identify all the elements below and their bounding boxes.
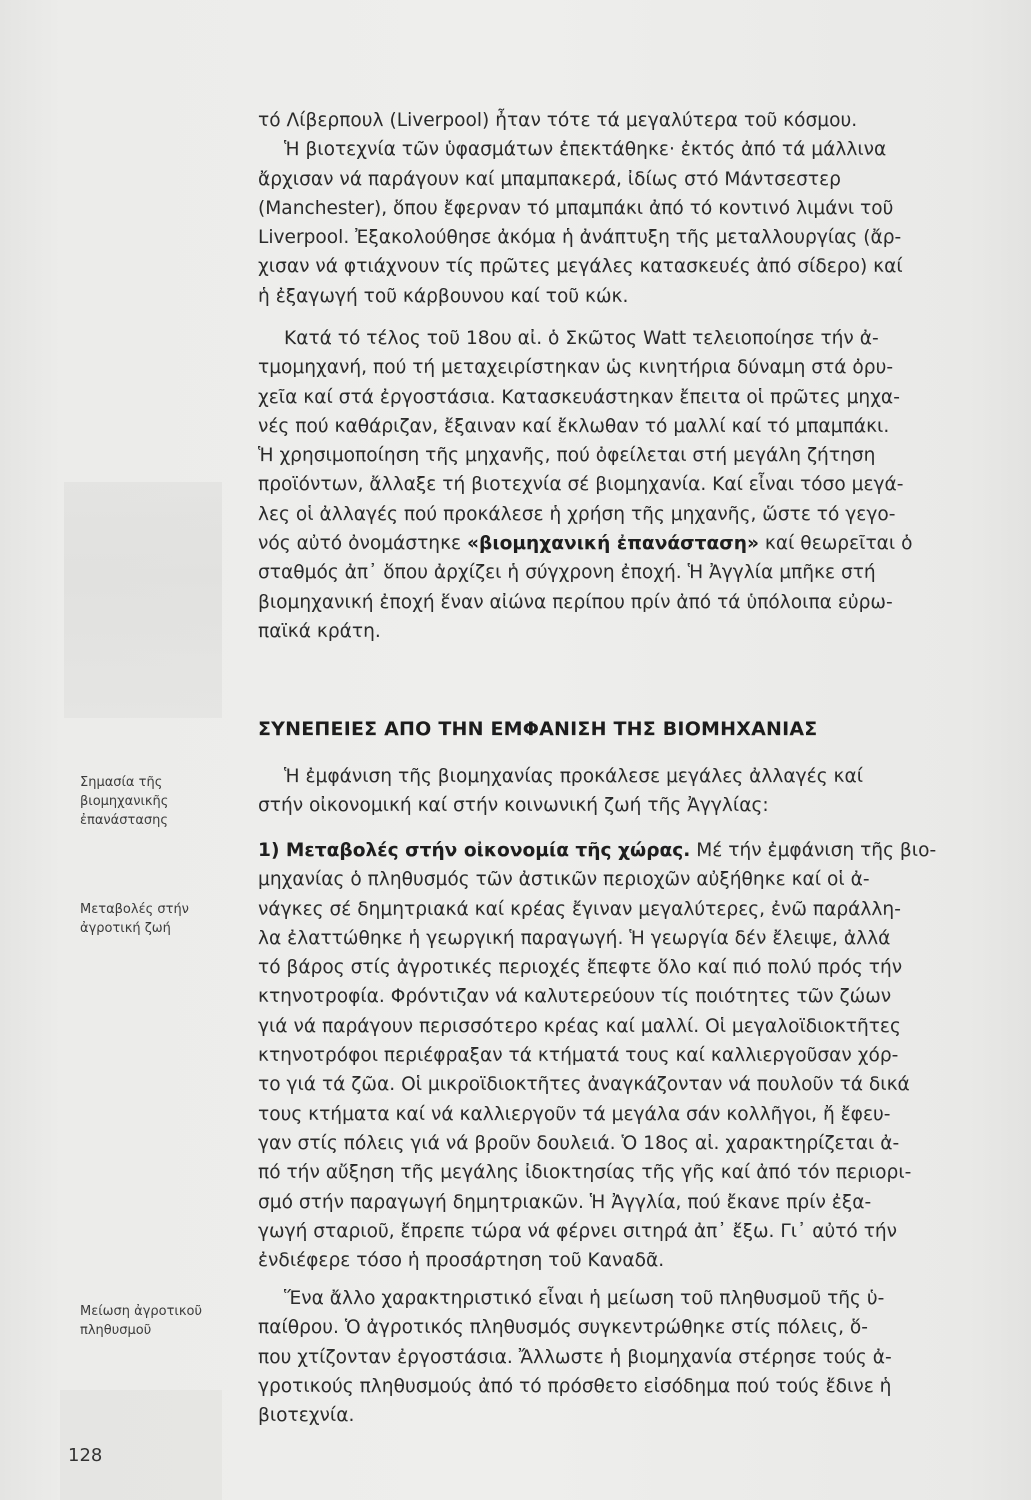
text-line: τους κτήματα καί νά καλλιεργοῦν τά μεγάλα σάν κολλῆγοι, ἤ ἔφευ-: [258, 1103, 891, 1125]
margin-note-line: Μείωση ἀγροτικοῦ: [80, 1304, 202, 1319]
text-line: στήν οἰκονομική καί στήν κοινωνική ζωή τῆς Ἀγγλίας:: [258, 795, 769, 817]
text-line: λα ἐλαττώθηκε ἡ γεωργική παραγωγή. Ἡ γεωργία δέν ἔλειψε, ἀλλά: [258, 927, 891, 949]
text-line: σμό στήν παραγωγή δημητριακῶν. Ἡ Ἀγγλία, πού ἔκανε πρίν ἐξα-: [258, 1191, 872, 1213]
text-line: Ἡ ἐμφάνιση τῆς βιομηχανίας προκάλεσε μεγάλες ἀλλαγές καί: [284, 766, 864, 787]
text-fragment: Μέ τήν ἐμφάνιση τῆς βιο-: [690, 840, 937, 861]
text-line: τό Λίβερπουλ (Liverpool) ἦταν τότε τά μεγαλύτερα τοῦ κόσμου.: [258, 110, 858, 131]
paragraph-economic-changes: [258, 836, 1003, 1275]
bleed-through-photo: [64, 482, 222, 718]
paragraph-consequences-intro: [258, 762, 1003, 821]
margin-note-rural-population: [80, 1302, 230, 1340]
text-line: (Manchester), ὅπου ἔφερναν τό μπαμπάκι ἀπό τό κοντινό λιμάνι τοῦ: [258, 197, 894, 219]
margin-note-line: ἐπανάστασης: [80, 813, 168, 828]
paragraph-liverpool: [258, 106, 1003, 311]
text-line: ἡ ἐξαγωγή τοῦ κάρβουνου καί τοῦ κώκ.: [258, 285, 629, 307]
text-line: πό τήν αὔξηση τῆς μεγάλης ἰδιοκτησίας τῆς γῆς καί ἀπό τόν περιορι-: [258, 1162, 912, 1184]
text-line-with-label: [258, 836, 1003, 865]
text-line: γιά νά παράγουν περισσότερο κρέας καί μαλλί. Οἱ μεγαλοϊδιοκτῆτες: [258, 1015, 901, 1037]
margin-note-line: ἀγροτική ζωή: [80, 921, 171, 936]
text-line: Liverpool. Ἐξακολούθησε ἀκόμα ἡ ἀνάπτυξη τῆς μεταλλουργίας (ἄρ-: [258, 227, 902, 249]
text-line-with-term: [258, 529, 1003, 558]
numbered-subheading: 1) Μεταβολές στήν οἰκονομία τῆς χώρας.: [258, 840, 691, 861]
margin-note-line: Μεταβολές στήν: [80, 902, 189, 917]
text-line: κτηνοτρόφοι περιέφραξαν τά κτήματά τους καί καλλιεργοῦσαν χόρ-: [258, 1045, 899, 1067]
text-line: προϊόντων, ἄλλαξε τή βιοτεχνία σέ βιομηχανία. Καί εἶναι τόσο μεγά-: [258, 474, 904, 496]
text-line: τό βάρος στίς ἀγροτικές περιοχές ἔπεφτε ὅλο καί πιό πολύ πρός τήν: [258, 957, 903, 979]
text-line: ἄρχισαν νά παράγουν καί μπαμπακερά, ἰδίως στό Μάντσεστερ: [258, 168, 841, 190]
text-line: Ἡ χρησιμοποίηση τῆς μηχανῆς, πού ὀφείλεται στή μεγάλη ζήτηση: [258, 445, 876, 467]
paragraph-rural-decline: [258, 1284, 1003, 1430]
text-line: μηχανίας ὁ πληθυσμός τῶν ἀστικῶν περιοχῶν αὐξήθηκε καί οἱ ἀ-: [258, 869, 870, 891]
margin-note-line: βιομηχανικῆς: [80, 794, 169, 809]
key-term-industrial-revolution: «βιομηχανική ἐπανάσταση»: [467, 533, 759, 555]
text-line: το γιά τά ζῶα. Οἱ μικροϊδιοκτῆτες ἀναγκάζονταν νά πουλοῦν τά δικά: [258, 1074, 910, 1096]
text-line: που χτίζονταν ἐργοστάσια. Ἄλλωστε ἡ βιομηχανία στέρησε τούς ἀ-: [258, 1346, 892, 1368]
text-line: Ἡ βιοτεχνία τῶν ὑφασμάτων ἐπεκτάθηκε· ἐκτός ἀπό τά μάλλινα: [284, 139, 887, 161]
text-line: σταθμός ἀπ᾿ ὅπου ἀρχίζει ἡ σύγχρονη ἐποχή. Ἡ Ἀγγλία μπῆκε στή: [258, 562, 876, 584]
margin-note-line: πληθυσμοῦ: [80, 1323, 152, 1338]
text-line: βιομηχανική ἐποχή ἕναν αἰώνα περίπου πρίν ἀπό τά ὑπόλοιπα εὐρω-: [258, 591, 893, 613]
text-line: νές πού καθάριζαν, ἔξαιναν καί ἔκλωθαν τό μαλλί καί τό μπαμπάκι.: [258, 415, 890, 437]
text-line: παϊκά κράτη.: [258, 620, 381, 642]
text-line: χισαν νά φτιάχνουν τίς πρῶτες μεγάλες κατασκευές ἀπό σίδερο) καί: [258, 256, 903, 278]
text-line: λες οἱ ἀλλαγές πού προκάλεσε ἡ χρήση τῆς μηχανῆς, ὥστε τό γεγο-: [258, 503, 896, 525]
text-line: κτηνοτροφία. Φρόντιζαν νά καλυτερεύουν τίς ποιότητες τῶν ζώων: [258, 986, 892, 1008]
text-line: παίθρου. Ὁ ἀγροτικός πληθυσμός συγκεντρώθηκε στίς πόλεις, ὅ-: [258, 1317, 868, 1339]
text-line: Κατά τό τέλος τοῦ 18ου αἰ. ὁ Σκῶτος Watt τελειοποίησε τήν ἀ-: [284, 328, 879, 349]
text-line: βιοτεχνία.: [258, 1405, 355, 1427]
text-fragment: καί θεωρεῖται ὁ: [758, 533, 913, 555]
margin-note-industrial-revolution: [80, 773, 230, 830]
paragraph-watt-steam-engine: [258, 324, 1003, 646]
margin-note-rural-changes: [80, 900, 230, 938]
text-fragment: νός αὐτό ὀνομάστηκε: [258, 533, 467, 555]
text-line: χεῖα καί στά ἐργοστάσια. Κατασκευάστηκαν ἔπειτα οἱ πρῶτες μηχα-: [258, 386, 900, 408]
text-line: γωγή σταριοῦ, ἔπρεπε τώρα νά φέρνει σιτηρά ἀπ᾿ ἔξω. Γι᾿ αὐτό τήν: [258, 1220, 898, 1242]
text-line: Ἕνα ἄλλο χαρακτηριστικό εἶναι ἡ μείωση τοῦ πληθυσμοῦ τῆς ὑ-: [284, 1288, 885, 1309]
page-number: 128: [68, 1445, 103, 1466]
margin-note-line: Σημασία τῆς: [80, 775, 163, 790]
text-line: ἐνδιέφερε τόσο ἡ προσάρτηση τοῦ Καναδᾶ.: [258, 1250, 665, 1272]
text-line: γροτικούς πληθυσμούς ἀπό τό πρόσθετο εἰσόδημα πού τούς ἔδινε ἡ: [258, 1375, 892, 1397]
text-line: νάγκες σέ δημητριακά καί κρέας ἔγιναν μεγαλύτερες, ἐνῶ παράλλη-: [258, 898, 901, 920]
section-heading: ΣΥΝΕΠΕΙΕΣ ΑΠΟ ΤΗΝ ΕΜΦΑΝΙΣΗ ΤΗΣ ΒΙΟΜΗΧΑΝΙΑΣ: [258, 718, 818, 740]
text-line: γαν στίς πόλεις γιά νά βροῦν δουλειά. Ὁ 18ος αἰ. χαρακτηρίζεται ἀ-: [258, 1132, 900, 1154]
text-line: τμομηχανή, πού τή μεταχειρίστηκαν ὡς κινητήρια δύναμη στά ὀρυ-: [258, 357, 894, 379]
